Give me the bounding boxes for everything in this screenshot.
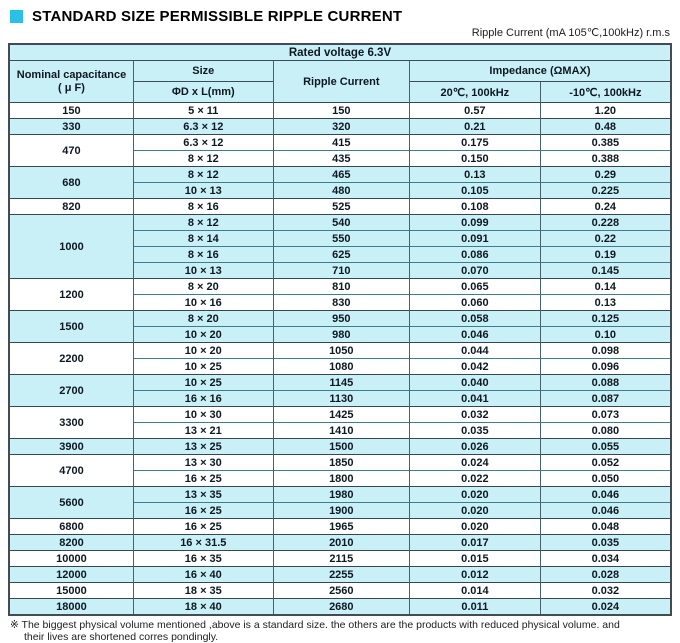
ripple-current-cell: 2680 (273, 599, 409, 616)
impedance-20c-cell: 0.13 (409, 167, 540, 183)
size-cell: 6.3 × 12 (133, 119, 273, 135)
footnote-line2: their lives are shortened corres pondingly. (24, 631, 219, 643)
ripple-current-cell: 1130 (273, 391, 409, 407)
ripple-current-cell: 1850 (273, 455, 409, 471)
table-row (9, 599, 671, 616)
ripple-current-cell: 810 (273, 279, 409, 295)
capacitance-cell: 3300 (9, 407, 133, 439)
impedance-minus10c-cell: 0.055 (540, 439, 671, 455)
table-header (9, 44, 671, 103)
rated-voltage-row (9, 44, 671, 61)
size-cell: 13 × 21 (133, 423, 273, 439)
impedance-minus10c-cell: 0.034 (540, 551, 671, 567)
size-cell: 13 × 25 (133, 439, 273, 455)
size-cell: 18 × 40 (133, 599, 273, 616)
table-row (9, 167, 671, 183)
impedance-20c-cell: 0.099 (409, 215, 540, 231)
impedance-minus10c-cell: 0.050 (540, 471, 671, 487)
impedance-minus10c-cell: 0.29 (540, 167, 671, 183)
size-cell: 8 × 12 (133, 215, 273, 231)
impedance-minus10c-cell: 0.046 (540, 487, 671, 503)
header-ripple-current: Ripple Current (273, 61, 409, 103)
impedance-minus10c-cell: 0.19 (540, 247, 671, 263)
ripple-current-table (8, 43, 672, 616)
impedance-20c-cell: 0.105 (409, 183, 540, 199)
ripple-current-cell: 2560 (273, 583, 409, 599)
impedance-20c-cell: 0.040 (409, 375, 540, 391)
impedance-minus10c-cell: 0.24 (540, 199, 671, 215)
impedance-minus10c-cell: 0.087 (540, 391, 671, 407)
impedance-minus10c-cell: 0.073 (540, 407, 671, 423)
size-cell: 10 × 20 (133, 327, 273, 343)
size-cell: 10 × 16 (133, 295, 273, 311)
table-row (9, 583, 671, 599)
size-cell: 10 × 30 (133, 407, 273, 423)
ripple-current-cell: 1500 (273, 439, 409, 455)
impedance-20c-cell: 0.020 (409, 519, 540, 535)
ripple-current-cell: 320 (273, 119, 409, 135)
table-row (9, 519, 671, 535)
ripple-current-cell: 435 (273, 151, 409, 167)
capacitance-cell: 150 (9, 103, 133, 119)
ripple-current-cell: 2010 (273, 535, 409, 551)
capacitance-cell: 680 (9, 167, 133, 199)
size-cell: 16 × 25 (133, 519, 273, 535)
capacitance-cell: 10000 (9, 551, 133, 567)
impedance-minus10c-cell: 0.48 (540, 119, 671, 135)
impedance-20c-cell: 0.032 (409, 407, 540, 423)
capacitance-cell: 4700 (9, 455, 133, 487)
table-row (9, 199, 671, 215)
impedance-20c-cell: 0.070 (409, 263, 540, 279)
ripple-current-cell: 2115 (273, 551, 409, 567)
size-cell: 10 × 25 (133, 359, 273, 375)
size-cell: 13 × 35 (133, 487, 273, 503)
impedance-20c-cell: 0.060 (409, 295, 540, 311)
capacitance-cell: 2700 (9, 375, 133, 407)
impedance-20c-cell: 0.150 (409, 151, 540, 167)
header-impedance-20c: 20℃, 100kHz (409, 82, 540, 103)
impedance-minus10c-cell: 0.22 (540, 231, 671, 247)
capacitance-cell: 330 (9, 119, 133, 135)
impedance-20c-cell: 0.026 (409, 439, 540, 455)
header-nominal-capacitance (9, 61, 133, 103)
size-cell: 18 × 35 (133, 583, 273, 599)
capacitance-cell: 18000 (9, 599, 133, 616)
table-body (9, 103, 671, 616)
impedance-minus10c-cell: 0.080 (540, 423, 671, 439)
impedance-20c-cell: 0.012 (409, 567, 540, 583)
impedance-20c-cell: 0.042 (409, 359, 540, 375)
capacitance-cell: 470 (9, 135, 133, 167)
impedance-20c-cell: 0.024 (409, 455, 540, 471)
size-cell: 13 × 30 (133, 455, 273, 471)
header-impedance-minus10c: -10℃, 100kHz (540, 82, 671, 103)
impedance-20c-cell: 0.108 (409, 199, 540, 215)
header-size: Size (133, 61, 273, 82)
table-row (9, 279, 671, 295)
impedance-20c-cell: 0.041 (409, 391, 540, 407)
table-row (9, 135, 671, 151)
impedance-minus10c-cell: 0.125 (540, 311, 671, 327)
table-row (9, 119, 671, 135)
table-row (9, 375, 671, 391)
header-nominal-capacitance-line2: ( μ F) (58, 81, 85, 94)
impedance-minus10c-cell: 1.20 (540, 103, 671, 119)
impedance-20c-cell: 0.57 (409, 103, 540, 119)
impedance-minus10c-cell: 0.228 (540, 215, 671, 231)
page-title: STANDARD SIZE PERMISSIBLE RIPPLE CURRENT (32, 8, 403, 25)
impedance-20c-cell: 0.015 (409, 551, 540, 567)
impedance-20c-cell: 0.091 (409, 231, 540, 247)
capacitance-cell: 12000 (9, 567, 133, 583)
ripple-current-cell: 1965 (273, 519, 409, 535)
impedance-20c-cell: 0.020 (409, 503, 540, 519)
ripple-current-cell: 980 (273, 327, 409, 343)
impedance-20c-cell: 0.065 (409, 279, 540, 295)
impedance-minus10c-cell: 0.385 (540, 135, 671, 151)
impedance-minus10c-cell: 0.14 (540, 279, 671, 295)
table-row (9, 535, 671, 551)
table-row (9, 311, 671, 327)
footnote-line1: The biggest physical volume mentioned ,above is a standard size. the others are the products with reduced physical volume. and (21, 619, 620, 631)
impedance-20c-cell: 0.022 (409, 471, 540, 487)
impedance-20c-cell: 0.020 (409, 487, 540, 503)
size-cell: 16 × 25 (133, 471, 273, 487)
impedance-minus10c-cell: 0.046 (540, 503, 671, 519)
impedance-20c-cell: 0.044 (409, 343, 540, 359)
impedance-minus10c-cell: 0.032 (540, 583, 671, 599)
size-cell: 10 × 20 (133, 343, 273, 359)
ripple-current-cell: 415 (273, 135, 409, 151)
impedance-20c-cell: 0.011 (409, 599, 540, 616)
capacitance-cell: 820 (9, 199, 133, 215)
impedance-minus10c-cell: 0.024 (540, 599, 671, 616)
size-cell: 10 × 13 (133, 183, 273, 199)
capacitance-cell: 8200 (9, 535, 133, 551)
size-cell: 8 × 14 (133, 231, 273, 247)
size-cell: 10 × 13 (133, 263, 273, 279)
capacitance-cell: 2200 (9, 343, 133, 375)
table-row (9, 567, 671, 583)
ripple-current-cell: 950 (273, 311, 409, 327)
ripple-current-cell: 625 (273, 247, 409, 263)
ripple-current-cell: 1425 (273, 407, 409, 423)
size-cell: 16 × 25 (133, 503, 273, 519)
ripple-current-cell: 1900 (273, 503, 409, 519)
table-row (9, 487, 671, 503)
header-size-dimensions: ΦD x L(mm) (133, 82, 273, 103)
ripple-current-cell: 1145 (273, 375, 409, 391)
footnote (10, 619, 672, 643)
impedance-20c-cell: 0.175 (409, 135, 540, 151)
section-title-bar (10, 8, 672, 25)
impedance-20c-cell: 0.058 (409, 311, 540, 327)
impedance-20c-cell: 0.014 (409, 583, 540, 599)
capacitance-cell: 1200 (9, 279, 133, 311)
ripple-current-cell: 830 (273, 295, 409, 311)
impedance-minus10c-cell: 0.13 (540, 295, 671, 311)
impedance-20c-cell: 0.086 (409, 247, 540, 263)
table-row (9, 439, 671, 455)
impedance-minus10c-cell: 0.145 (540, 263, 671, 279)
ripple-current-cell: 465 (273, 167, 409, 183)
header-nominal-capacitance-line1: Nominal capacitance (16, 68, 127, 81)
size-cell: 8 × 20 (133, 311, 273, 327)
impedance-minus10c-cell: 0.048 (540, 519, 671, 535)
ripple-current-cell: 710 (273, 263, 409, 279)
capacitance-cell: 5600 (9, 487, 133, 519)
ripple-current-cell: 525 (273, 199, 409, 215)
impedance-minus10c-cell: 0.096 (540, 359, 671, 375)
rated-voltage-label: Rated voltage 6.3V (9, 44, 671, 61)
ripple-current-cell: 1050 (273, 343, 409, 359)
ripple-current-cell: 150 (273, 103, 409, 119)
header-impedance: Impedance (ΩMAX) (409, 61, 671, 82)
header-row-1 (9, 61, 671, 82)
impedance-minus10c-cell: 0.088 (540, 375, 671, 391)
size-cell: 8 × 12 (133, 167, 273, 183)
section-bullet-icon (10, 10, 23, 23)
ripple-current-cell: 2255 (273, 567, 409, 583)
footnote-marker: ※ (10, 619, 19, 631)
impedance-minus10c-cell: 0.225 (540, 183, 671, 199)
size-cell: 8 × 16 (133, 247, 273, 263)
size-cell: 5 × 11 (133, 103, 273, 119)
ripple-current-cell: 480 (273, 183, 409, 199)
size-cell: 16 × 31.5 (133, 535, 273, 551)
ripple-current-cell: 550 (273, 231, 409, 247)
impedance-minus10c-cell: 0.028 (540, 567, 671, 583)
capacitance-cell: 1000 (9, 215, 133, 279)
size-cell: 16 × 40 (133, 567, 273, 583)
ripple-current-cell: 540 (273, 215, 409, 231)
table-row (9, 407, 671, 423)
capacitance-cell: 1500 (9, 311, 133, 343)
size-cell: 8 × 12 (133, 151, 273, 167)
ripple-current-cell: 1980 (273, 487, 409, 503)
ripple-current-note: Ripple Current (mA 105℃,100kHz) r.m.s (471, 27, 670, 39)
impedance-20c-cell: 0.21 (409, 119, 540, 135)
size-cell: 6.3 × 12 (133, 135, 273, 151)
size-cell: 8 × 20 (133, 279, 273, 295)
capacitance-cell: 6800 (9, 519, 133, 535)
impedance-minus10c-cell: 0.10 (540, 327, 671, 343)
table-row (9, 343, 671, 359)
impedance-20c-cell: 0.035 (409, 423, 540, 439)
capacitance-cell: 15000 (9, 583, 133, 599)
table-row (9, 215, 671, 231)
ripple-current-cell: 1080 (273, 359, 409, 375)
ripple-current-cell: 1800 (273, 471, 409, 487)
table-row (9, 455, 671, 471)
impedance-minus10c-cell: 0.035 (540, 535, 671, 551)
size-cell: 8 × 16 (133, 199, 273, 215)
impedance-minus10c-cell: 0.388 (540, 151, 671, 167)
impedance-minus10c-cell: 0.052 (540, 455, 671, 471)
size-cell: 16 × 35 (133, 551, 273, 567)
size-cell: 10 × 25 (133, 375, 273, 391)
capacitance-cell: 3900 (9, 439, 133, 455)
table-row (9, 103, 671, 119)
impedance-20c-cell: 0.017 (409, 535, 540, 551)
ripple-current-cell: 1410 (273, 423, 409, 439)
size-cell: 16 × 16 (133, 391, 273, 407)
impedance-20c-cell: 0.046 (409, 327, 540, 343)
table-row (9, 551, 671, 567)
impedance-minus10c-cell: 0.098 (540, 343, 671, 359)
